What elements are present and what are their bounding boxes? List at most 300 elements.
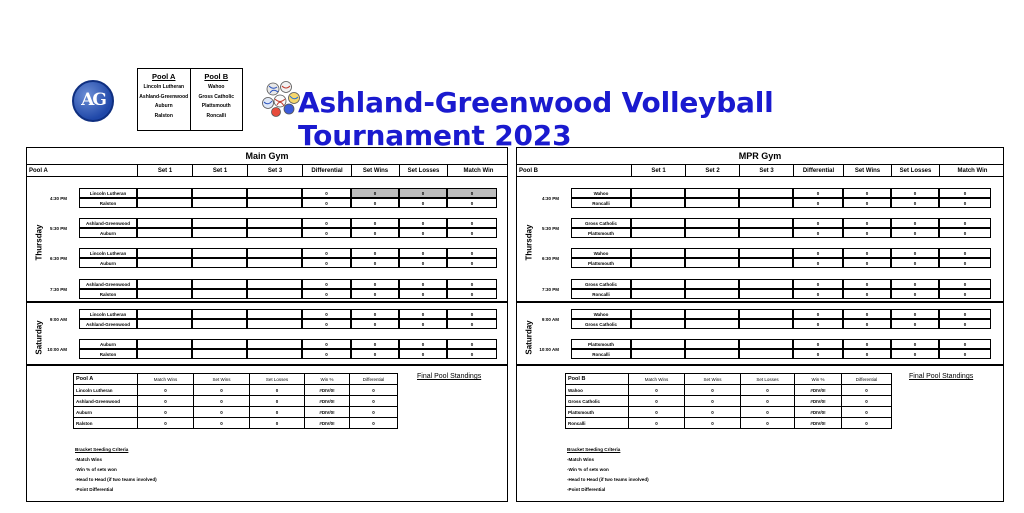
- set-score-cell[interactable]: [247, 339, 302, 349]
- set-score-cell[interactable]: [685, 339, 739, 349]
- standings-cell: 0: [685, 385, 741, 396]
- col-header: Set Wins: [351, 165, 399, 177]
- set-score-cell[interactable]: [192, 339, 247, 349]
- match-row: [27, 319, 507, 329]
- column-header-row: [517, 165, 1003, 177]
- criteria-item: -Point Differential: [567, 487, 606, 492]
- standings-cell: 0: [194, 385, 250, 396]
- set-score-cell[interactable]: [685, 258, 739, 268]
- standings-cell: 0: [629, 418, 685, 429]
- set-score-cell[interactable]: [739, 339, 793, 349]
- standings-table: [73, 373, 398, 429]
- team-name: Plattsmouth: [571, 258, 631, 268]
- standings-row: [566, 396, 892, 407]
- set-score-cell[interactable]: [739, 289, 793, 299]
- stat-cell: 0: [447, 339, 497, 349]
- gym-title: Main Gym: [27, 148, 507, 165]
- stat-cell: 0: [302, 228, 351, 238]
- stat-cell: 0: [843, 279, 891, 289]
- stat-cell: 0: [843, 218, 891, 228]
- set-score-cell[interactable]: [192, 198, 247, 208]
- pool-team: Gross Catholic: [198, 93, 235, 100]
- team-name: Gross Catholic: [571, 279, 631, 289]
- standings-row: [566, 418, 892, 429]
- set-score-cell[interactable]: [631, 279, 685, 289]
- pool-team: Plattsmouth: [201, 103, 231, 109]
- pool-team: Wahoo: [208, 84, 225, 90]
- set-score-cell[interactable]: [247, 319, 302, 329]
- day-label-thursday: Thursday: [524, 224, 534, 261]
- stat-cell: 0: [891, 248, 939, 258]
- stat-cell: 0: [939, 349, 991, 359]
- stat-cell: 0: [793, 349, 843, 359]
- stat-cell: 0: [793, 248, 843, 258]
- team-name: Lincoln Lutheran: [79, 309, 137, 319]
- stat-cell: 0: [351, 289, 399, 299]
- stat-cell: 0: [843, 228, 891, 238]
- set-score-cell[interactable]: [247, 309, 302, 319]
- match-time: 10:00 AM: [539, 347, 559, 352]
- standings-cell: Wahoo: [566, 385, 629, 396]
- col-header: Set 1: [137, 165, 192, 177]
- match-row: [27, 248, 507, 258]
- set-score-cell[interactable]: [137, 319, 192, 329]
- team-name: Gross Catholic: [571, 319, 631, 329]
- stat-cell: 0: [302, 319, 351, 329]
- set-score-cell[interactable]: [739, 319, 793, 329]
- standings-cell: Plattsmouth: [566, 407, 629, 418]
- stat-cell: 0: [793, 279, 843, 289]
- stat-cell: 0: [891, 279, 939, 289]
- day-label-saturday: Saturday: [34, 320, 44, 355]
- stat-cell: 0: [939, 198, 991, 208]
- match-row: [27, 198, 507, 208]
- stat-cell: 0: [891, 218, 939, 228]
- standings-header-row: [74, 374, 398, 385]
- stat-cell: 0: [843, 319, 891, 329]
- team-name: Lincoln Lutheran: [79, 248, 137, 258]
- standings-cell: Roncalli: [566, 418, 629, 429]
- set-score-cell[interactable]: [247, 218, 302, 228]
- match-time: 10:00 AM: [47, 347, 67, 352]
- school-logo: [72, 80, 114, 122]
- standings-header: Match Wins: [629, 374, 685, 385]
- standings-header: Set Wins: [685, 374, 741, 385]
- stat-cell: 0: [793, 309, 843, 319]
- team-name: Plattsmouth: [571, 228, 631, 238]
- set-score-cell[interactable]: [192, 309, 247, 319]
- set-score-cell[interactable]: [192, 218, 247, 228]
- set-score-cell[interactable]: [137, 279, 192, 289]
- set-score-cell[interactable]: [192, 248, 247, 258]
- team-name: Wahoo: [571, 248, 631, 258]
- standings-cell: 0: [741, 418, 795, 429]
- pool-team: Auburn: [154, 103, 173, 109]
- standings-cell: Lincoln Lutheran: [74, 385, 138, 396]
- set-score-cell[interactable]: [137, 248, 192, 258]
- match-time: 5:30 PM: [49, 226, 67, 231]
- stat-cell: 0: [447, 349, 497, 359]
- column-header-row: [27, 165, 507, 177]
- standings-cell: 0: [138, 385, 194, 396]
- stat-cell: 0: [891, 198, 939, 208]
- stat-cell: 0: [302, 218, 351, 228]
- standings-cell: #DIV/0!: [795, 396, 842, 407]
- set-score-cell[interactable]: [631, 258, 685, 268]
- team-name: Roncalli: [571, 349, 631, 359]
- stat-cell: 0: [399, 339, 447, 349]
- match-row: [517, 258, 1003, 268]
- set-score-cell[interactable]: [137, 339, 192, 349]
- standings-header: Set Losses: [250, 374, 305, 385]
- match-row: [27, 349, 507, 359]
- team-name: Ashland-Greenwood: [79, 279, 137, 289]
- criteria-item: -Match Wins: [567, 457, 595, 462]
- match-row: [27, 218, 507, 228]
- team-name: Lincoln Lutheran: [79, 188, 137, 198]
- stat-cell: 0: [399, 248, 447, 258]
- match-row: [517, 339, 1003, 349]
- set-score-cell[interactable]: [685, 198, 739, 208]
- match-row: [27, 339, 507, 349]
- set-score-cell[interactable]: [137, 309, 192, 319]
- set-score-cell[interactable]: [685, 188, 739, 198]
- set-score-cell[interactable]: [137, 349, 192, 359]
- seeding-criteria: [75, 445, 157, 495]
- col-header: Set 1: [192, 165, 247, 177]
- match-row: [517, 228, 1003, 238]
- stat-cell: 0: [351, 248, 399, 258]
- match-row: [27, 289, 507, 299]
- standings-cell: #DIV/0!: [305, 418, 350, 429]
- set-score-cell[interactable]: [631, 228, 685, 238]
- team-name: Ralston: [79, 349, 137, 359]
- set-score-cell[interactable]: [739, 349, 793, 359]
- stat-cell: 0: [302, 279, 351, 289]
- col-header: Set 3: [739, 165, 793, 177]
- standings-row: [74, 385, 398, 396]
- stat-cell: 0: [939, 279, 991, 289]
- criteria-item: -Match Wins: [75, 457, 103, 462]
- standings-cell: 0: [138, 418, 194, 429]
- match-time: 6:30 PM: [49, 256, 67, 261]
- match-row: [517, 309, 1003, 319]
- set-score-cell[interactable]: [247, 198, 302, 208]
- gym-title: MPR Gym: [517, 148, 1003, 165]
- set-score-cell[interactable]: [137, 258, 192, 268]
- stat-cell: 0: [351, 228, 399, 238]
- match-row: [517, 349, 1003, 359]
- volleyballs-icon: [261, 78, 301, 118]
- standings-cell: Auburn: [74, 407, 138, 418]
- team-name: Wahoo: [571, 309, 631, 319]
- logo-text: AG: [81, 90, 105, 110]
- col-header: Match Win: [447, 165, 509, 177]
- set-score-cell[interactable]: [192, 188, 247, 198]
- divider: [27, 364, 507, 366]
- team-name: Wahoo: [571, 188, 631, 198]
- stat-cell: 0: [793, 188, 843, 198]
- stat-cell: 0: [891, 309, 939, 319]
- standings-header: Win %: [795, 374, 842, 385]
- match-row: [27, 309, 507, 319]
- set-score-cell[interactable]: [739, 198, 793, 208]
- set-score-cell[interactable]: [631, 289, 685, 299]
- team-name: Auburn: [79, 228, 137, 238]
- team-name: Ashland-Greenwood: [79, 319, 137, 329]
- standings-cell: 0: [250, 396, 305, 407]
- seeding-criteria: [567, 445, 649, 495]
- stat-cell: 0: [399, 289, 447, 299]
- stat-cell: 0: [351, 279, 399, 289]
- standings-cell: #DIV/0!: [305, 407, 350, 418]
- stat-cell: 0: [399, 309, 447, 319]
- standings-cell: 0: [629, 396, 685, 407]
- criteria-item: -Head to Head (if two teams involved): [75, 477, 157, 482]
- pool-b-list: [190, 69, 243, 130]
- set-score-cell[interactable]: [739, 279, 793, 289]
- match-time: 4:30 PM: [541, 196, 559, 201]
- col-header: Differential: [302, 165, 351, 177]
- stat-cell: 0: [351, 339, 399, 349]
- standings-cell: 0: [350, 385, 398, 396]
- standings-cell: 0: [350, 396, 398, 407]
- standings-row: [566, 385, 892, 396]
- set-score-cell[interactable]: [685, 319, 739, 329]
- stat-cell: 0: [447, 198, 497, 208]
- stat-cell: 0: [939, 258, 991, 268]
- set-score-cell[interactable]: [247, 258, 302, 268]
- match-row: [517, 218, 1003, 228]
- main-gym-section: [26, 147, 508, 502]
- stat-cell: 0: [351, 349, 399, 359]
- stat-cell: 0: [939, 289, 991, 299]
- set-score-cell[interactable]: [739, 248, 793, 258]
- standings-cell: #DIV/0!: [795, 385, 842, 396]
- team-name: Ashland-Greenwood: [79, 218, 137, 228]
- set-score-cell[interactable]: [192, 279, 247, 289]
- stat-cell: 0: [843, 188, 891, 198]
- stat-cell: 0: [891, 188, 939, 198]
- standings-header: Pool A: [74, 374, 138, 385]
- standings-row: [74, 407, 398, 418]
- standings-cell: 0: [250, 418, 305, 429]
- set-score-cell[interactable]: [192, 349, 247, 359]
- stat-cell: 0: [447, 218, 497, 228]
- set-score-cell[interactable]: [137, 188, 192, 198]
- stat-cell: 0: [351, 218, 399, 228]
- standings-header: Match Wins: [138, 374, 194, 385]
- col-header: Set 2: [685, 165, 739, 177]
- team-name: Roncalli: [571, 198, 631, 208]
- stat-cell: 0: [302, 349, 351, 359]
- set-score-cell[interactable]: [247, 279, 302, 289]
- standings-row: [74, 396, 398, 407]
- col-header: Set 1: [631, 165, 685, 177]
- set-score-cell[interactable]: [631, 198, 685, 208]
- standings-cell: 0: [250, 407, 305, 418]
- match-row: [517, 248, 1003, 258]
- stat-cell: 0: [843, 198, 891, 208]
- match-row: [27, 258, 507, 268]
- stat-cell: 0: [447, 319, 497, 329]
- stat-cell: 0: [843, 349, 891, 359]
- set-score-cell[interactable]: [631, 218, 685, 228]
- stat-cell: 0: [399, 188, 447, 198]
- stat-cell: 0: [302, 188, 351, 198]
- set-score-cell[interactable]: [192, 289, 247, 299]
- stat-cell: 0: [399, 228, 447, 238]
- stat-cell: 0: [939, 228, 991, 238]
- criteria-item: -Head to Head (if two teams involved): [567, 477, 649, 482]
- set-score-cell[interactable]: [247, 188, 302, 198]
- set-score-cell[interactable]: [192, 319, 247, 329]
- standings-cell: 0: [350, 407, 398, 418]
- standings-cell: 0: [685, 418, 741, 429]
- col-header: Match Win: [939, 165, 1005, 177]
- set-score-cell[interactable]: [247, 349, 302, 359]
- standings-row: [74, 418, 398, 429]
- pool-a-list: [138, 69, 190, 130]
- set-score-cell[interactable]: [631, 248, 685, 258]
- stat-cell: 0: [891, 319, 939, 329]
- stat-cell: 0: [793, 319, 843, 329]
- set-score-cell[interactable]: [247, 248, 302, 258]
- match-time: 7:30 PM: [49, 287, 67, 292]
- set-score-cell[interactable]: [137, 218, 192, 228]
- standings-header: Differential: [842, 374, 892, 385]
- set-score-cell[interactable]: [739, 258, 793, 268]
- stat-cell: 0: [939, 339, 991, 349]
- match-row: [517, 279, 1003, 289]
- match-time: 6:30 PM: [541, 256, 559, 261]
- stat-cell: 0: [399, 349, 447, 359]
- pool-a-header: Pool A: [152, 72, 176, 81]
- final-pool-standings-label: Final Pool Standings: [909, 373, 974, 380]
- standings-cell: 0: [842, 385, 892, 396]
- match-row: [27, 279, 507, 289]
- match-row: [27, 228, 507, 238]
- stat-cell: 0: [843, 309, 891, 319]
- match-time: 4:30 PM: [49, 196, 67, 201]
- standings-header: Set Losses: [741, 374, 795, 385]
- standings-cell: Ashland-Greenwood: [74, 396, 138, 407]
- set-score-cell[interactable]: [739, 228, 793, 238]
- standings-cell: 0: [194, 418, 250, 429]
- pool-team: Ashland-Greenwood: [139, 93, 189, 100]
- stat-cell: 0: [302, 339, 351, 349]
- set-score-cell[interactable]: [192, 258, 247, 268]
- criteria-title: Bracket Seeding Criteria: [567, 447, 621, 452]
- standings-cell: 0: [842, 418, 892, 429]
- stat-cell: 0: [351, 319, 399, 329]
- col-header: Set 3: [247, 165, 302, 177]
- standings-cell: 0: [741, 396, 795, 407]
- set-score-cell[interactable]: [631, 349, 685, 359]
- set-score-cell[interactable]: [631, 188, 685, 198]
- set-score-cell[interactable]: [137, 289, 192, 299]
- stat-cell: 0: [302, 309, 351, 319]
- pool-label: Pool B: [519, 168, 538, 174]
- standings-header-row: [566, 374, 892, 385]
- set-score-cell[interactable]: [137, 228, 192, 238]
- stat-cell: 0: [843, 289, 891, 299]
- stat-cell: 0: [351, 188, 399, 198]
- stat-cell: 0: [843, 339, 891, 349]
- match-row: [27, 188, 507, 198]
- team-name: Ralston: [79, 198, 137, 208]
- standings-cell: Ralston: [74, 418, 138, 429]
- set-score-cell[interactable]: [631, 319, 685, 329]
- set-score-cell[interactable]: [192, 228, 247, 238]
- stat-cell: 0: [939, 319, 991, 329]
- stat-cell: 0: [793, 218, 843, 228]
- team-name: Roncalli: [571, 289, 631, 299]
- standings-row: [566, 407, 892, 418]
- pool-b-header: Pool B: [204, 72, 229, 81]
- match-time: 9:00 AM: [541, 317, 559, 322]
- stat-cell: 0: [891, 339, 939, 349]
- set-score-cell[interactable]: [247, 228, 302, 238]
- set-score-cell[interactable]: [137, 198, 192, 208]
- match-row: [517, 188, 1003, 198]
- match-row: [517, 198, 1003, 208]
- stat-cell: 0: [399, 198, 447, 208]
- standings-cell: 0: [842, 396, 892, 407]
- standings-header: Differential: [350, 374, 398, 385]
- divider: [27, 301, 507, 303]
- stat-cell: 0: [351, 309, 399, 319]
- stat-cell: 0: [793, 258, 843, 268]
- set-score-cell[interactable]: [247, 289, 302, 299]
- set-score-cell[interactable]: [685, 279, 739, 289]
- stat-cell: 0: [939, 248, 991, 258]
- set-score-cell[interactable]: [631, 339, 685, 349]
- page-title: Ashland-Greenwood Volleyball Tournament 2023: [298, 86, 774, 152]
- stat-cell: 0: [843, 258, 891, 268]
- divider: [517, 364, 1003, 366]
- match-time: 5:30 PM: [541, 226, 559, 231]
- criteria-item: -Win % of sets won: [567, 467, 609, 472]
- stat-cell: 0: [447, 188, 497, 198]
- stat-cell: 0: [793, 289, 843, 299]
- stat-cell: 0: [399, 258, 447, 268]
- stat-cell: 0: [793, 228, 843, 238]
- set-score-cell[interactable]: [739, 188, 793, 198]
- set-score-cell[interactable]: [685, 218, 739, 228]
- standings-cell: 0: [685, 396, 741, 407]
- set-score-cell[interactable]: [685, 349, 739, 359]
- set-score-cell[interactable]: [685, 309, 739, 319]
- set-score-cell[interactable]: [685, 228, 739, 238]
- stat-cell: 0: [447, 258, 497, 268]
- team-name: Auburn: [79, 258, 137, 268]
- standings-cell: 0: [741, 385, 795, 396]
- standings-cell: #DIV/0!: [795, 407, 842, 418]
- divider: [517, 301, 1003, 303]
- set-score-cell[interactable]: [685, 248, 739, 258]
- set-score-cell[interactable]: [631, 309, 685, 319]
- standings-cell: 0: [194, 407, 250, 418]
- standings-header: Win %: [305, 374, 350, 385]
- set-score-cell[interactable]: [739, 309, 793, 319]
- stat-cell: 0: [351, 198, 399, 208]
- standings-header: Set Wins: [194, 374, 250, 385]
- day-label-saturday: Saturday: [524, 320, 534, 355]
- standings-cell: 0: [685, 407, 741, 418]
- set-score-cell[interactable]: [739, 218, 793, 228]
- set-score-cell[interactable]: [685, 289, 739, 299]
